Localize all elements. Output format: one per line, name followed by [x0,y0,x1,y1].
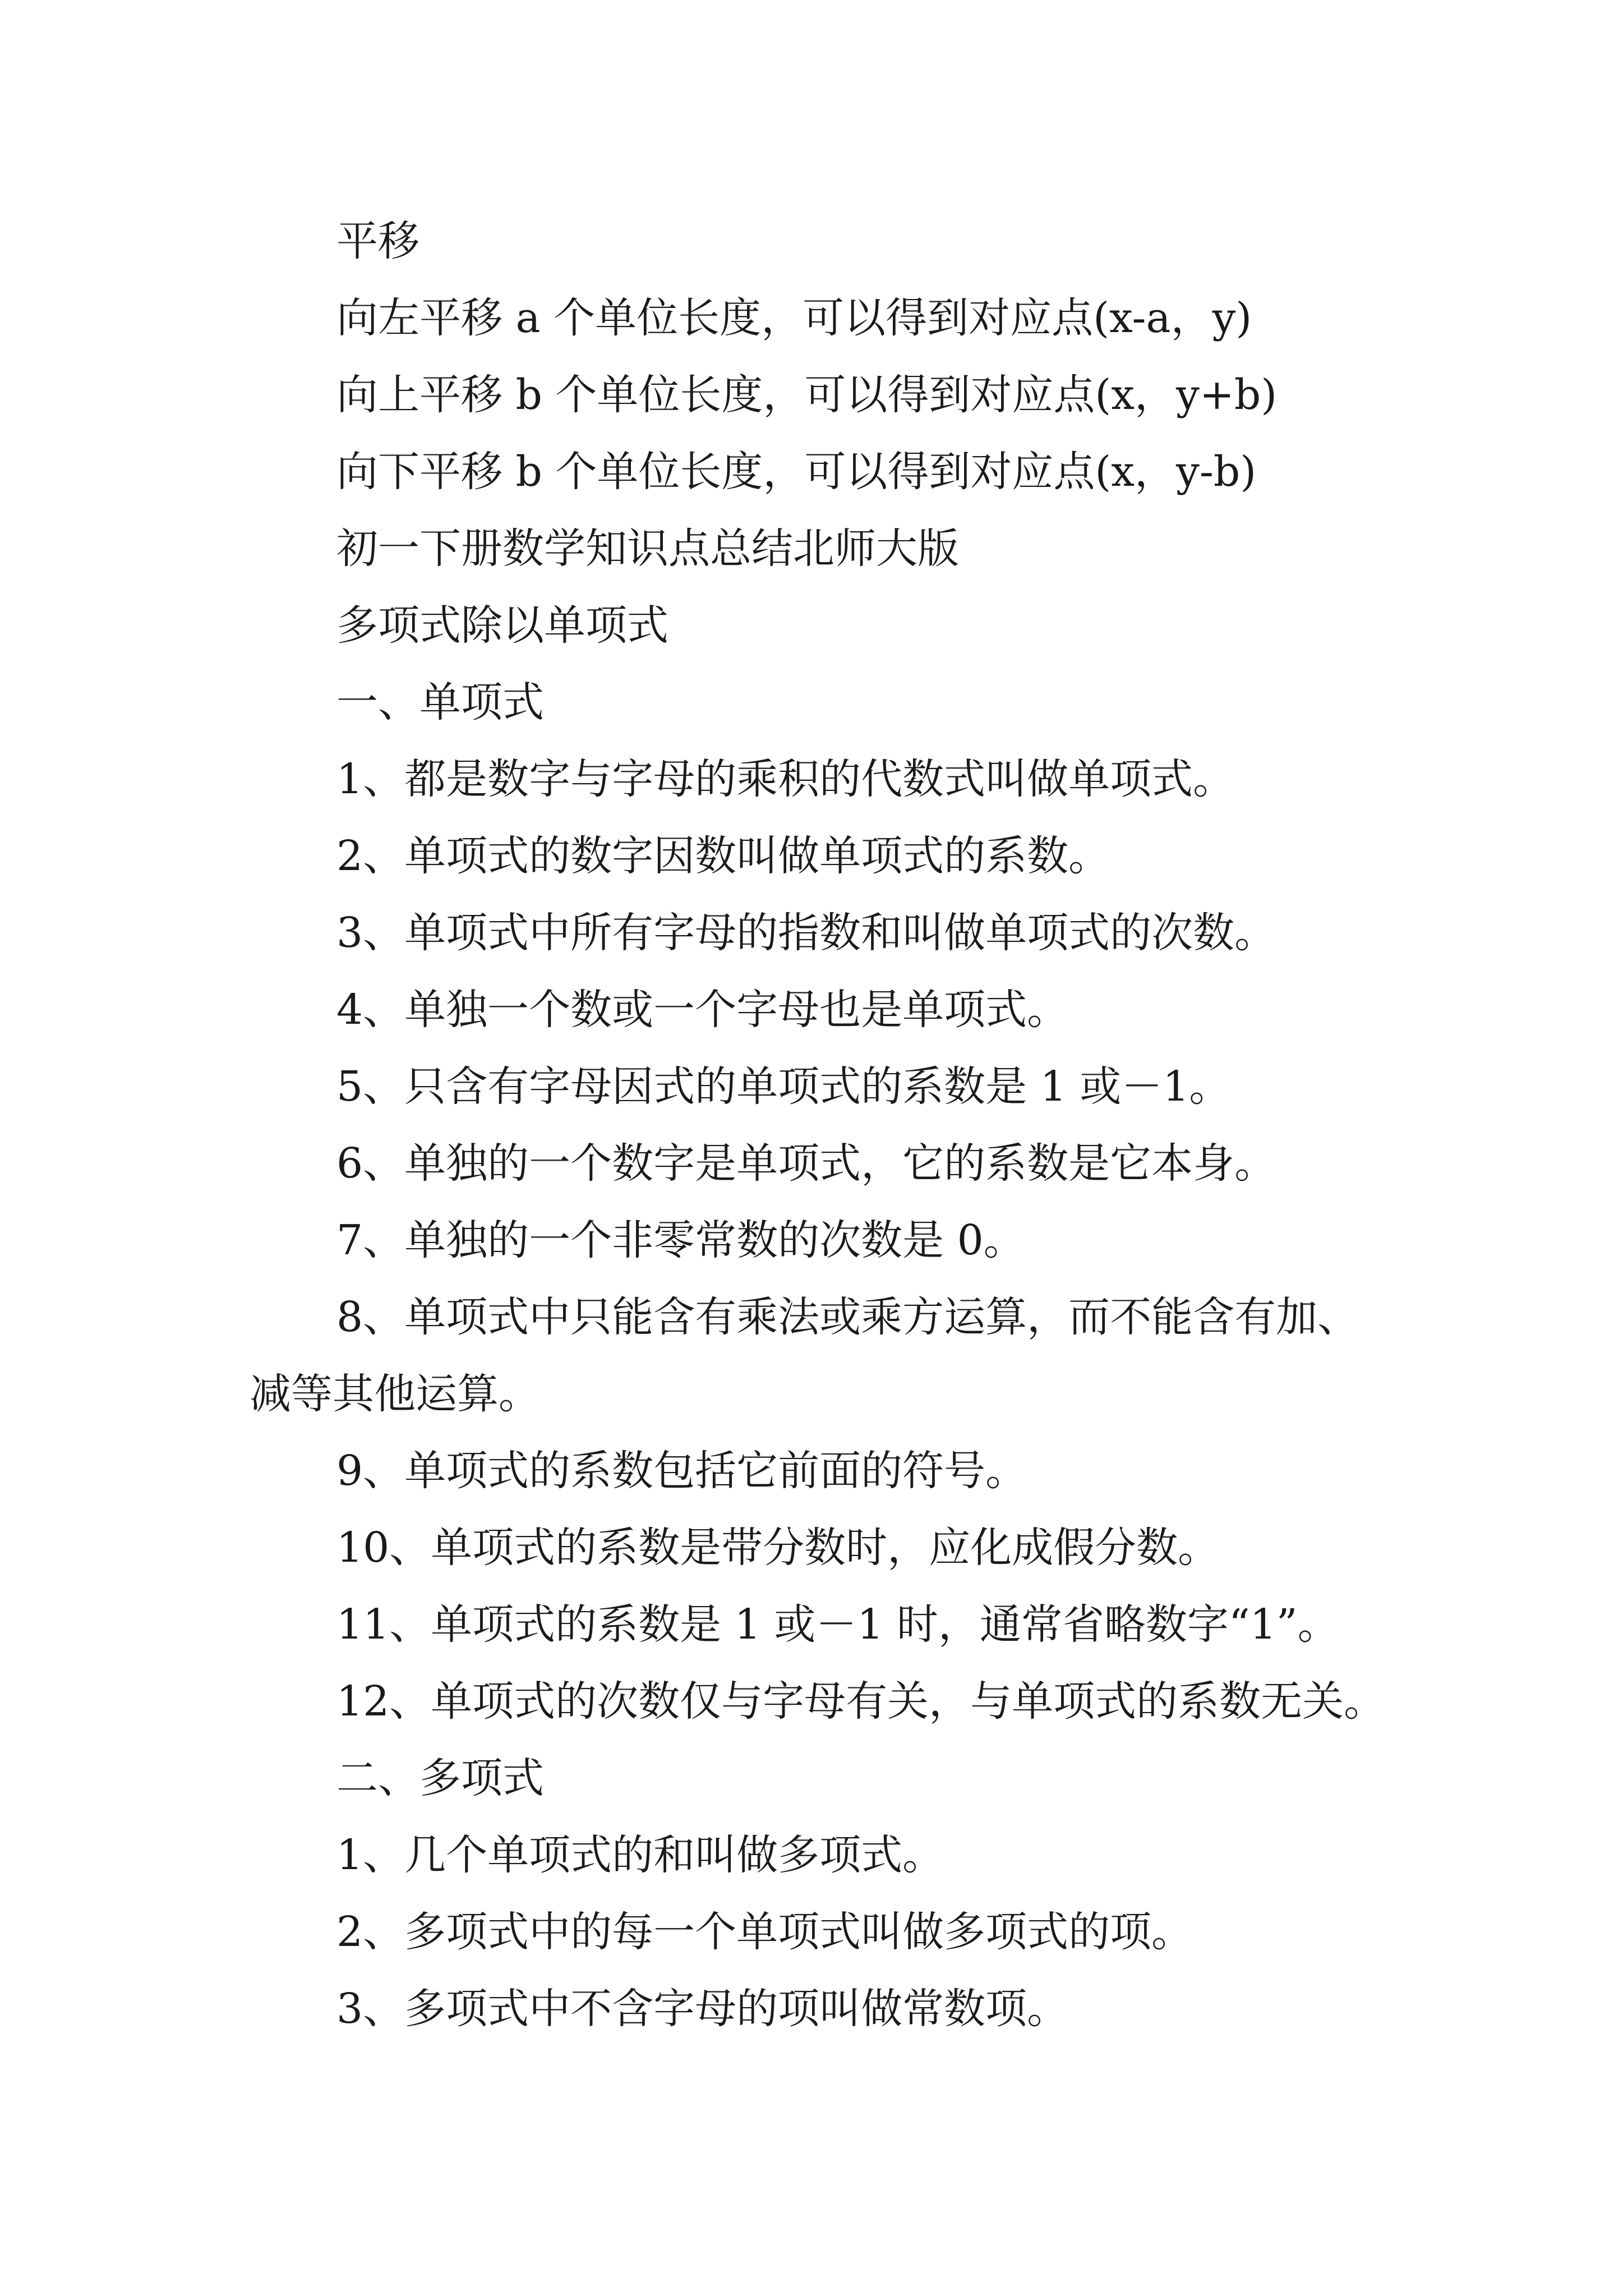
polynomial-item: 1、几个单项式的和叫做多项式。 [336,1831,944,1879]
polynomial-item: 2、多项式中的每一个单项式叫做多项式的项。 [336,1908,1193,1956]
monomial-item: 11、单项式的系数是 1 或－1 时，通常省略数字“1”。 [336,1600,1339,1649]
monomial-item: 10、单项式的系数是带分数时，应化成假分数。 [336,1524,1220,1572]
polynomial-section-heading: 二、多项式 [336,1754,544,1802]
document-title: 初一下册数学知识点总结北师大版 [336,524,959,573]
translation-rule-down: 向下平移 b 个单位长度，可以得到对应点(x，y-b) [336,448,1257,496]
document-subtitle: 多项式除以单项式 [336,601,668,650]
monomial-item: 2、单项式的数字因数叫做单项式的系数。 [336,832,1110,880]
monomial-item: 5、只含有字母因式的单项式的系数是 1 或－1。 [336,1062,1231,1111]
monomial-item: 6、单独的一个数字是单项式，它的系数是它本身。 [336,1139,1276,1188]
monomial-item: 9、单项式的系数包括它前面的符号。 [336,1447,1027,1495]
monomial-item: 12、单项式的次数仅与字母有关，与单项式的系数无关。 [336,1677,1386,1726]
monomial-item: 7、单独的一个非零常数的次数是 0。 [336,1216,1025,1264]
monomial-item: 1、都是数字与字母的乘积的代数式叫做单项式。 [336,755,1235,803]
translation-rule-left: 向左平移 a 个单位长度，可以得到对应点(x-a，y) [336,294,1252,342]
monomial-section-heading: 一、单项式 [336,678,544,726]
monomial-item: 3、单项式中所有字母的指数和叫做单项式的次数。 [336,909,1276,957]
polynomial-item: 3、多项式中不含字母的项叫做常数项。 [336,1985,1069,2033]
monomial-item: 4、单独一个数或一个字母也是单项式。 [336,986,1069,1034]
translation-heading: 平移 [336,217,419,265]
monomial-item: 8、单项式中只能含有乘法或乘方运算，而不能含有加、 [336,1293,1359,1341]
translation-rule-up: 向上平移 b 个单位长度，可以得到对应点(x，y+b) [336,371,1278,419]
monomial-item-continuation: 减等其他运算。 [250,1370,540,1418]
